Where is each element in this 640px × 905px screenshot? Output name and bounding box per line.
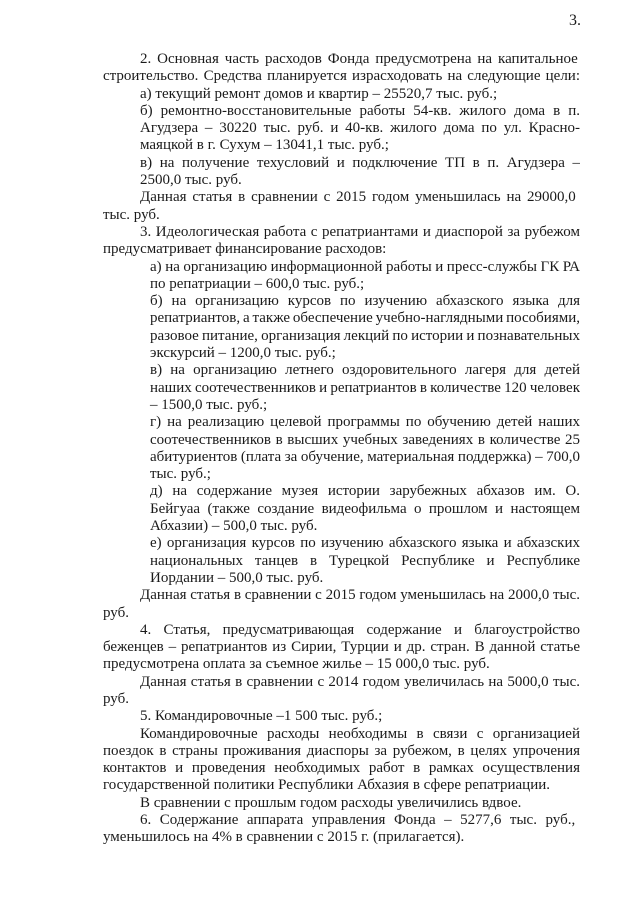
- text-line: [103, 605, 580, 622]
- text-line: [103, 155, 580, 172]
- text-line-content: соотечественников в высших учебных заведениях в количестве 25: [150, 431, 580, 448]
- text-line: [103, 483, 580, 500]
- text-line-content: строительство. Средства планируется израсходовать на следующие цели:: [103, 68, 580, 85]
- text-line-content: руб.: [103, 604, 129, 621]
- text-line: [103, 760, 580, 777]
- text-line-content: контактов и проведения необходимых работ в рамках осуществления: [103, 760, 580, 777]
- text-line: [103, 743, 580, 760]
- text-line: [103, 726, 580, 743]
- text-line-content: уменьшилось на 4% в сравнении с 2015 г. (прилагается).: [103, 829, 465, 846]
- text-line: [103, 259, 580, 276]
- text-line: [103, 328, 580, 345]
- text-line: [103, 86, 580, 103]
- section-5: [103, 708, 580, 812]
- text-line-content: в) на организацию летнего оздоровительного лагеря для детей: [150, 362, 580, 379]
- text-line-content: предусматривает финансирование расходов:: [103, 241, 387, 258]
- text-line-content: 3. Идеологическая работа с репатриантами и диаспорой за рубежом: [140, 223, 580, 240]
- text-line: [103, 812, 580, 829]
- text-line-content: а) текущий ремонт домов и квартир – 25520,7 тыс. руб.;: [140, 85, 498, 102]
- text-line-content: в) на получение техусловий и подключение ТП в п. Агудзера –: [140, 154, 580, 171]
- text-line: [103, 345, 580, 362]
- text-line: [103, 189, 580, 206]
- text-line: [103, 570, 580, 587]
- text-line: [103, 674, 580, 691]
- text-line-content: Агудзера – 30220 тыс. руб. и 40-кв. жилого дома по ул. Красно-: [140, 120, 580, 137]
- text-line-content: б) на организацию курсов по изучению абхазского языка для: [150, 293, 580, 310]
- text-line-content: 4. Статья, предусматривающая содержание и благоустройство: [140, 621, 580, 638]
- text-line: [103, 432, 580, 449]
- text-line-content: Абхазии) – 500,0 тыс. руб.: [150, 518, 318, 535]
- text-line: [103, 553, 580, 570]
- text-line: [103, 691, 580, 708]
- text-line-content: предусмотрена оплата за съемное жилье – 15 000,0 тыс. руб.: [103, 656, 490, 673]
- text-line: [103, 795, 580, 812]
- text-line-content: д) на содержание музея истории зарубежных абхазов им. О.: [150, 483, 580, 500]
- page-number: 3.: [569, 12, 581, 29]
- text-line: [103, 362, 580, 379]
- text-line-content: – 1500,0 тыс. руб.;: [150, 396, 268, 413]
- text-line: [103, 241, 580, 258]
- text-line: [103, 535, 580, 552]
- text-line: [103, 137, 580, 154]
- text-line-content: государственной политики Республики Абхазия в сфере репатриации.: [103, 777, 551, 794]
- text-line-content: Данная статья в сравнении с 2015 годом уменьшилась на 29000,0: [140, 189, 576, 206]
- text-line: [103, 501, 580, 518]
- text-line-content: Командировочные расходы необходимы в связи с организацией: [140, 725, 580, 742]
- text-line: [103, 224, 580, 241]
- text-line: [103, 829, 580, 846]
- text-line: [103, 172, 580, 189]
- text-line-content: национальных танцев в Турецкой Республике и Республике: [150, 552, 580, 569]
- text-line-content: Бейгуаа (также создание видеофильма о прошлом и настоящем: [150, 500, 580, 517]
- text-line: [103, 587, 580, 604]
- text-line-content: 6. Содержание аппарата управления Фонда – 5277,6 тыс. руб.,: [140, 812, 576, 829]
- section-6: [103, 812, 580, 847]
- text-line: [103, 397, 580, 414]
- text-line-content: а) на организацию информационной работы и пресс-службы ГК РА: [150, 258, 580, 275]
- text-line: [103, 466, 580, 483]
- section-2: [103, 51, 580, 224]
- text-line-content: беженцев – репатриантов из Сирии, Турции и др. стран. В данной статье: [103, 639, 580, 656]
- text-line-content: В сравнении с прошлым годом расходы увеличились вдвое.: [140, 794, 522, 811]
- text-line: [103, 518, 580, 535]
- text-line: [103, 276, 580, 293]
- text-line: [103, 68, 580, 85]
- section-3: [103, 224, 580, 622]
- text-line-content: маяцкой в г. Сухум – 13041,1 тыс. руб.;: [140, 137, 389, 154]
- text-line-content: поездок в страны проживания диаспоры за рубежом, в целях упрочения: [103, 742, 580, 759]
- text-line: [103, 622, 580, 639]
- text-line-content: е) организация курсов по изучению абхазского языка и абхазских: [150, 535, 580, 552]
- text-line-content: Данная статья в сравнении с 2014 годом увеличилась на 5000,0 тыс.: [140, 673, 580, 690]
- text-line: [103, 310, 580, 327]
- text-line-content: по репатриации – 600,0 тыс. руб.;: [150, 275, 365, 292]
- text-line: [103, 449, 580, 466]
- text-line: [103, 777, 580, 794]
- text-line-content: тыс. руб.;: [150, 466, 211, 483]
- text-line-content: 2. Основная часть расходов Фонда предусмотрена на капитальное: [140, 51, 578, 67]
- text-line: [103, 380, 580, 397]
- text-line: [103, 103, 580, 120]
- section-4: [103, 622, 580, 708]
- text-line-content: абитуриентов (плата за обучение, материальная поддержка) – 700,0: [150, 448, 580, 465]
- text-line: [103, 414, 580, 431]
- text-line: [103, 120, 580, 137]
- text-line-content: 5. Командировочные –1 500 тыс. руб.;: [140, 708, 383, 725]
- text-line: [103, 51, 580, 68]
- text-line: [103, 207, 580, 224]
- text-line-content: 2500,0 тыс. руб.: [140, 172, 242, 189]
- text-line: [103, 656, 580, 673]
- text-line-content: экскурсий – 1200,0 тыс. руб.;: [150, 345, 336, 362]
- text-line-content: г) на реализацию целевой программы по обучению детей наших: [150, 414, 580, 431]
- text-line: [103, 293, 580, 310]
- document-body: [103, 51, 580, 847]
- text-line-content: б) ремонтно-восстановительные работы 54-кв. жилого дома в п.: [140, 102, 580, 119]
- text-line-content: Иордании – 500,0 тыс. руб.: [150, 569, 324, 586]
- text-line-content: наших соотечественников и репатриантов в количестве 120 человек: [150, 379, 580, 396]
- text-line-content: Данная статья в сравнении с 2015 годом уменьшилась на 2000,0 тыс.: [140, 587, 580, 604]
- text-line-content: разовое питание, организация лекций по истории и познавательных: [150, 327, 580, 344]
- text-line: [103, 708, 580, 725]
- text-line-content: репатриантов, а также обеспечение учебно-наглядными пособиями,: [150, 310, 580, 327]
- text-line-content: руб.: [103, 690, 129, 707]
- text-line: [103, 639, 580, 656]
- text-line-content: тыс. руб.: [103, 206, 160, 223]
